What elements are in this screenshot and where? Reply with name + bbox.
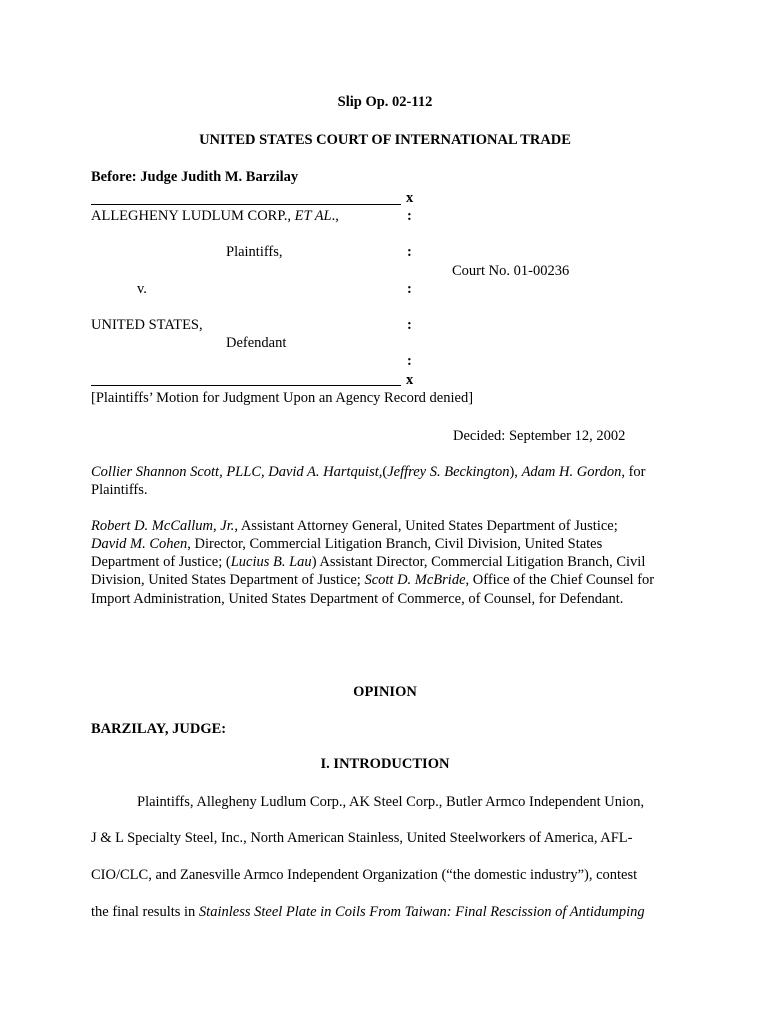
- counsel-plaintiffs-line-2: Plaintiffs.: [91, 482, 148, 498]
- caption-bottom-rule: [91, 385, 401, 386]
- opinion-line-4: the final results in Stainless Steel Plate in Coils From Taiwan: Final Rescission of Antidumping: [91, 904, 645, 920]
- decided-date: Decided: September 12, 2002: [453, 428, 626, 444]
- versus: v.: [137, 281, 147, 297]
- caption-top-rule: [91, 204, 401, 205]
- before-judge: Before: Judge Judith M. Barzilay: [91, 169, 299, 185]
- counsel-defendant-line-3: Department of Justice; (Lucius B. Lau) Assistant Director, Commercial Litigation Branch, Civil: [91, 554, 646, 570]
- caption-colon-2: :: [407, 244, 412, 260]
- counsel-plaintiffs-line-1: Collier Shannon Scott, PLLC, David A. Hartquist,(Jeffrey S. Beckington), Adam H. Gordon, for: [91, 464, 646, 480]
- caption-colon-3: :: [407, 281, 412, 297]
- opinion-line-3: CIO/CLC, and Zanesville Armco Independent Organization (“the domestic industry”), contest: [91, 867, 638, 883]
- plaintiff-name: ALLEGHENY LUDLUM CORP., ET AL.,: [91, 208, 339, 224]
- caption-colon-5: :: [407, 353, 412, 369]
- opinion-line-2: J & L Specialty Steel, Inc., North American Stainless, United Steelworkers of America, AFL-: [91, 830, 633, 846]
- opinion-line-1: Plaintiffs, Allegheny Ludlum Corp., AK Steel Corp., Butler Armco Independent Union,: [137, 794, 645, 810]
- plaintiffs-label: Plaintiffs,: [226, 244, 283, 260]
- caption-x-top: x: [406, 190, 414, 206]
- counsel-defendant-line-1: Robert D. McCallum, Jr., Assistant Attorney General, United States Department of Justice;: [91, 518, 618, 534]
- caption-colon-1: :: [407, 208, 412, 224]
- disposition: [Plaintiffs’ Motion for Judgment Upon an Agency Record denied]: [91, 390, 474, 406]
- court-number: Court No. 01-00236: [452, 263, 570, 279]
- defendant-label: Defendant: [226, 335, 287, 351]
- court-name: UNITED STATES COURT OF INTERNATIONAL TRADE: [199, 132, 571, 148]
- slip-op-number: Slip Op. 02-112: [337, 94, 433, 110]
- opinion-heading: OPINION: [353, 684, 417, 700]
- counsel-defendant-line-5: Import Administration, United States Department of Commerce, of Counsel, for Defendant.: [91, 591, 624, 607]
- judge-heading: BARZILAY, JUDGE:: [91, 721, 227, 737]
- defendant-name: UNITED STATES,: [91, 317, 203, 333]
- caption-colon-4: :: [407, 317, 412, 333]
- caption-x-bottom: x: [406, 372, 414, 388]
- section-heading: I. INTRODUCTION: [320, 756, 450, 772]
- counsel-defendant-line-2: David M. Cohen, Director, Commercial Litigation Branch, Civil Division, United States: [91, 536, 603, 552]
- counsel-defendant-line-4: Division, United States Department of Justice; Scott D. McBride, Office of the Chief Counsel for: [91, 572, 655, 588]
